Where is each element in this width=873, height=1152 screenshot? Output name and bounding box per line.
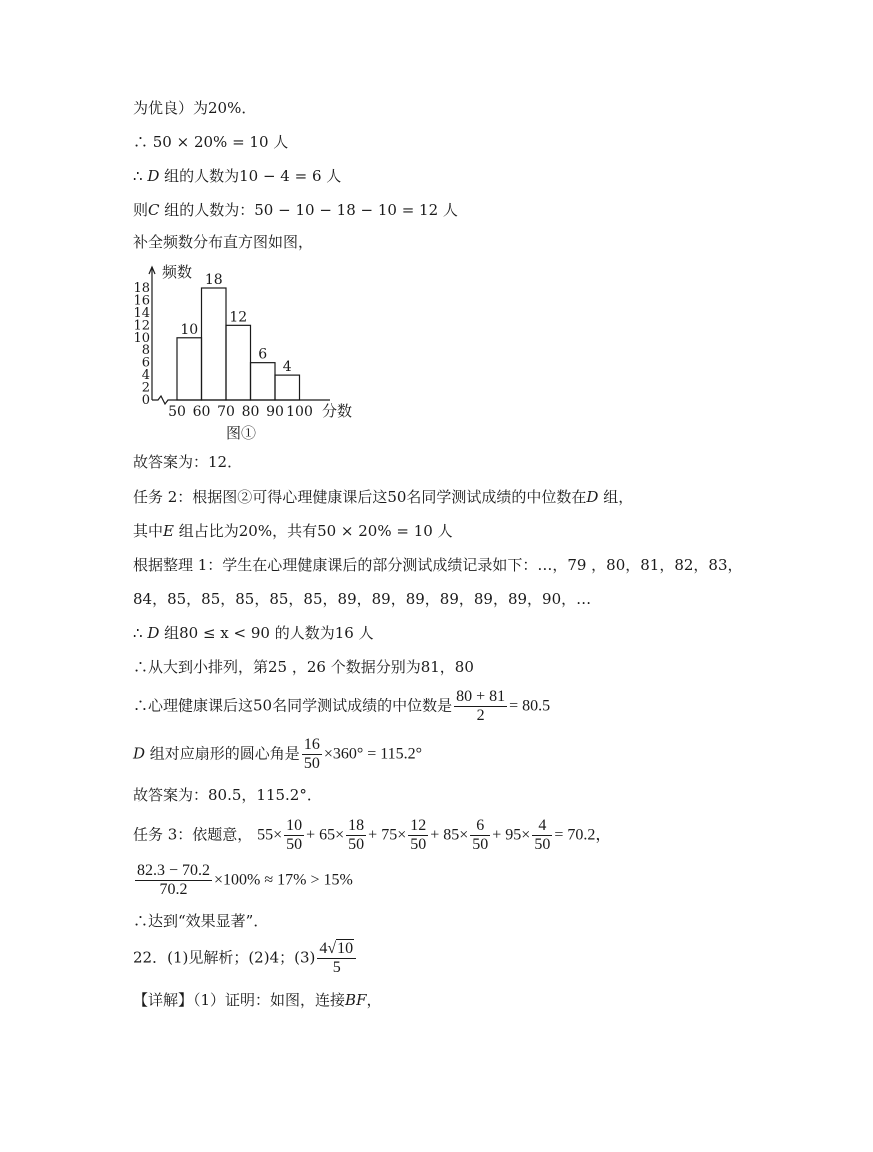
text-line-5: 补全频数分布直方图如图， bbox=[133, 233, 314, 251]
y-tick-label: 4 bbox=[141, 368, 150, 384]
y-tick-label: 14 bbox=[133, 305, 150, 321]
histogram-bar bbox=[202, 288, 227, 400]
text-line-3: ∴ D 组的人数为10 − 4 = 6 人 bbox=[133, 167, 342, 185]
x-tick-label: 80 bbox=[241, 404, 260, 420]
x-tick-label: 90 bbox=[266, 404, 284, 420]
text-line-6: 故答案为：12． bbox=[133, 453, 243, 471]
y-tick-label: 0 bbox=[141, 393, 150, 408]
histogram-bar bbox=[251, 363, 276, 400]
text-line-2: ∴ 50 × 20% = 10 人 bbox=[133, 133, 289, 151]
x-tick-label: 70 bbox=[217, 404, 235, 420]
improvement-fraction: $\frac{82.3 - 70.2}{70.2}$ bbox=[137, 862, 211, 898]
bar-data-label: 4 bbox=[282, 359, 292, 376]
text-line-11: ∴ D 组80 ≤ x < 90 的人数为16 人 bbox=[133, 624, 374, 642]
histogram-chart bbox=[130, 255, 370, 445]
text-line-18: ∴达到“效果显著”． bbox=[133, 912, 269, 930]
angle-fraction: $\frac{16}{50}$ bbox=[303, 736, 320, 772]
y-tick-label: 12 bbox=[133, 318, 150, 334]
text-line-19: 22．(1)见解析；(2)4；(3) $\frac{4√10}{5}$ bbox=[133, 940, 358, 977]
histogram-bar bbox=[275, 375, 300, 400]
y-axis-title: 频数 bbox=[162, 263, 193, 281]
text-line-16: 任务 3：依题意， 55× $\frac{10}{50}$ + 65× $\frac{18}{50}$ + 75× $\frac{12}{50}$ + 85× $\frac{6}{50}$ + 95× $\frac{4}{50}$ = 70.2， bbox=[133, 817, 612, 853]
histogram-bar bbox=[226, 325, 251, 400]
y-tick-label: 10 bbox=[133, 330, 150, 346]
fraction-12-50: $\frac{12}{50}$ bbox=[410, 817, 427, 853]
text-line-4: 则C 组的人数为：50 − 10 − 18 − 10 = 12 人 bbox=[133, 201, 458, 219]
text-line-14: D 组对应扇形的圆心角是 $\frac{16}{50}$ ×360° = 115.2° bbox=[133, 736, 423, 772]
y-tick-label: 2 bbox=[141, 380, 150, 396]
bar-data-label: 18 bbox=[204, 272, 223, 288]
y-tick-label: 16 bbox=[133, 293, 150, 309]
x-axis-title: 分数 bbox=[322, 402, 353, 420]
fraction-4-50: $\frac{4}{50}$ bbox=[534, 817, 551, 853]
text-line-17: $\frac{82.3 - 70.2}{70.2}$ ×100% ≈ 17% > 15% bbox=[137, 862, 353, 898]
y-tick-label: 8 bbox=[141, 343, 150, 359]
text-line-1: 为优良）为20%． bbox=[133, 99, 257, 117]
fraction-6-50: $\frac{6}{50}$ bbox=[472, 817, 489, 853]
text-line-9: 根据整理 1：学生在心理健康课后的部分测试成绩记录如下：…，79 ，80，81，82，83， bbox=[133, 556, 743, 574]
text-line-12: ∴从大到小排列，第25 ，26 个数据分别为81，80 bbox=[133, 658, 474, 676]
fraction-10-50: $\frac{10}{50}$ bbox=[286, 817, 303, 853]
text-line-13: ∴心理健康课后这50名同学测试成绩的中位数是 $\frac{80 + 81}{2}$ = 80.5 bbox=[133, 688, 551, 724]
text-line-8: 其中E 组占比为20%，共有50 × 20% = 10 人 bbox=[133, 522, 453, 540]
answer-fraction: $\frac{4√10}{5}$ bbox=[317, 940, 356, 977]
x-tick-label: 50 bbox=[168, 404, 186, 420]
median-fraction: $\frac{80 + 81}{2}$ bbox=[456, 688, 506, 724]
bar-data-label: 6 bbox=[258, 346, 268, 363]
bar-data-label: 12 bbox=[229, 309, 248, 326]
text-line-15: 故答案为：80.5，115.2°． bbox=[133, 786, 322, 804]
text-line-20: 【详解】（1）证明：如图，连接BF， bbox=[133, 991, 382, 1009]
chart-caption: 图① bbox=[226, 424, 257, 442]
bar-data-label: 10 bbox=[180, 321, 199, 338]
x-tick-label: 100 bbox=[286, 404, 313, 420]
text-line-7: 任务 2：根据图②可得心理健康课后这50名同学测试成绩的中位数在D 组， bbox=[133, 488, 634, 506]
y-tick-label: 18 bbox=[133, 281, 150, 296]
fraction-18-50: $\frac{18}{50}$ bbox=[348, 817, 365, 853]
histogram-bar bbox=[177, 338, 202, 400]
y-tick-label: 6 bbox=[141, 355, 150, 371]
x-tick-label: 60 bbox=[192, 404, 211, 420]
text-line-10: 84，85，85，85，85，85，89，89，89，89，89，89，90，… bbox=[133, 590, 592, 608]
